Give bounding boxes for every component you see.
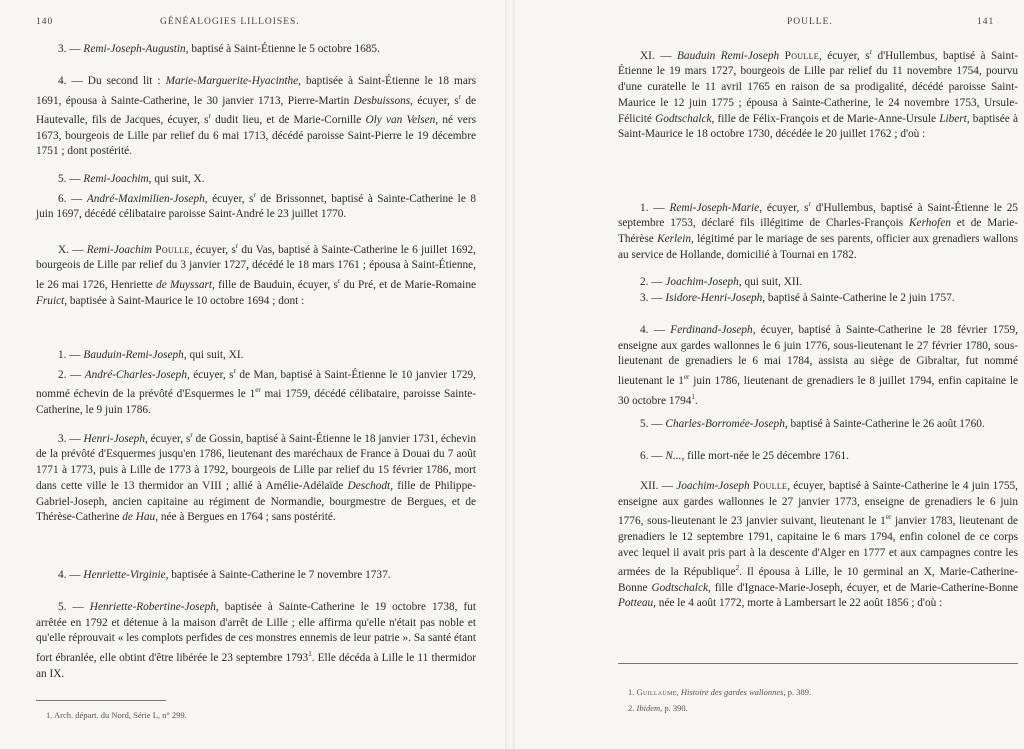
generation-xii: XII. — Joachim-Joseph Poulle, écuyer, baptisé à Sainte-Catherine le 4 juin 1755, enseigne aux gardes wallonnes le 27 janvier 1773, enseigne de grenadiers le 6 juin 1776, sous-lieutenant le 23 janvier suivant, lieutenant le 1er janvier 1783, lieutenant de grenadiers le 12 septembre 1791, capitaine le 6 mars 1794, enfin colonel de ce corps avec lequel il avait pris part à la descente d'Alger en 1777 et aux campagnes contre les armées de la République$^2$. Il épousa à Lille, le 10 germinal an X, Marie-Catherine-Bonne Godtschalck, fille d'Ignace-Marie-Joseph, écuyer, et de Marie-Catherine-Bonne Potteau, née le 4 août 1772, morte à Lambersart le 22 août 1856 ; d'où :: [618, 480, 1019, 610]
generation-x: X. — Remi-Joachim Poulle, écuyer, $s^r$ du Vas, baptisé à Sainte-Catherine le 6 juillet 1692, bourgeois de Lille par relief du 3 janvier 1727, décédé le 18 mars 1761 ; épousa à Saint-Étienne, le 26 mai 1726, Henriette de Muyssart, fille de Bauduin, écuyer, $s^r$ du Pré, et de Marie-Romaine Fruict, baptisée à Saint-Maurice le 10 octobre 1694 ; dont :: [36, 242, 477, 307]
book-gutter: [505, 0, 515, 749]
running-head: POULLE.: [787, 17, 833, 27]
child-1: 1. — Remi-Joseph-Marie, écuyer, $s^r$ d'Hullembus, baptisé à Saint-Étienne le 25 septembre 1753, déclaré fils illégitime de Charles-François Kerhofen et de Marie-Thérèse Kerlein, légitimé par le mariage de ses parents, officier aux grenadiers wallons au service de Hollande, domicilié à Tournai en 1782.: [618, 200, 1019, 261]
child-2: 2. — André-Charles-Joseph, écuyer, $s^r$ de Man, baptisé à Saint-Étienne le 10 janvier 1729, nommé échevin de la prévôté d'Esquermes le 1er mai 1759, décédé célibataire, paroisse Sainte-Catherine, le 9 juin 1786.: [36, 367, 476, 416]
child-4: 4. — Ferdinand-Joseph, écuyer, baptisé à Sainte-Catherine le 28 février 1759, enseigne aux gardes wallonnes le 6 juin 1776, sous-lieutenant le 27 février 1780, sous-lieutenant de grenadiers le 6 mai 1784, assista au siège de Gibraltar, fut nommé lieutenant le 1er juin 1786, lieutenant de grenadiers le 8 juillet 1794, enfin capitaine le 30 octobre 1794$^1$.: [618, 324, 1018, 407]
entry-5: 5. — Remi-Joachim, qui suit, X.: [58, 173, 205, 185]
footnote-rule: [36, 700, 166, 701]
child-2: 2. — Joachim-Joseph, qui suit, XII.: [640, 276, 803, 288]
left-page: [0, 0, 505, 749]
page-number: 140: [36, 17, 54, 27]
generation-xi: XI. — Bauduin Remi-Joseph Poulle, écuyer, $s^r$ d'Hullembus, baptisé à Saint-Étienne le 19 mars 1727, bourgeois de Lille par relief du 11 novembre 1754, pourvu d'une curatelle le 11 avril 1765 en raison de sa prodigalité, décédé paroisse Saint-Maurice le 12 juin 1775 ; épousa à Sainte-Catherine, le 24 novembre 1753, Ursule-Félicité Godtschalck, fille de Félix-François et de Marie-Anne-Ursule Libert, baptisée à Saint-Maurice le 18 octobre 1730, décédée le 20 juillet 1762 ; d'où :: [618, 48, 1018, 141]
running-head: GÉNÉALOGIES LILLOISES.: [160, 17, 300, 27]
right-page: [515, 0, 1024, 749]
entry-6: 6. — André-Maximilien-Joseph, écuyer, $s^r$ de Brissonnet, baptisé à Sainte-Catherine le 8 juin 1697, décédé célibataire paroisse Saint-André le 23 juillet 1770.: [36, 191, 477, 221]
child-1: 1. — Bauduin-Remi-Joseph, qui suit, XI.: [58, 349, 244, 361]
child-5: 5. — Charles-Borromée-Joseph, baptisé à Sainte-Catherine le 26 août 1760.: [640, 418, 985, 430]
child-4: 4. — Henriette-Virginie, baptisée à Sainte-Catherine le 7 novembre 1737.: [58, 569, 391, 581]
entry-3: 3. — Remi-Joseph-Augustin, baptisé à Saint-Étienne le 5 octobre 1685.: [58, 43, 380, 55]
entry-4: 4. — Du second lit : Marie-Marguerite-Hyacinthe, baptisée à Saint-Étienne le 18 mars 1691, épousa à Sainte-Catherine, le 30 janvier 1713, Pierre-Martin Desbuissons, écuyer, $s^r$ de Hautevalle, fils de Jacques, écuyer, $s^r$ dudit lieu, et de Marie-Cornille Oly van Velsen, né vers 1673, bourgeois de Lille par relief du 6 mai 1713, décédé paroisse Saint-Pierre le 19 décembre 1751 ; dont postérité.: [36, 75, 476, 158]
footnote-1: 1. Guillaume, Histoire des gardes wallonnes, p. 389.: [628, 687, 812, 697]
footnote-1: 1. Arch. départ. du Nord, Série L, n° 299.: [46, 710, 187, 720]
footnote-rule: [618, 663, 1018, 664]
child-3: 3. — Isidore-Henri-Joseph, baptisé à Sainte-Catherine le 2 juin 1757.: [640, 292, 955, 304]
page-number: 141: [977, 17, 995, 27]
footnote-2: 2. Ibidem, p. 390.: [628, 703, 688, 713]
child-5: 5. — Henriette-Robertine-Joseph, baptisée à Sainte-Catherine le 19 octobre 1738, fut arrêtée en 1792 et détenue à la maison d'arrêt de Lille ; elle affirma qu'elle n'était pas noble et qu'elle réprouvait « les complots perfides de ces monstres ennemis de leur patrie ». Sa santé étant fort ébranlée, elle obtint d'être libérée le 23 septembre 1793$^1$. Elle décéda à Lille le 11 thermidor an IX.: [36, 601, 476, 680]
child-3: 3. — Henri-Joseph, écuyer, $s^r$ de Gossin, baptisé à Saint-Étienne le 18 janvier 1731, échevin de la prévôté d'Esquermes jusqu'en 1786, lieutenant des maréchaux de France à Douai du 7 août 1771 à 1773, puis à Lille de 1773 à 1792, bourgeois de Lille par relief du 15 février 1786, mort dans cette ville le 13 thermidor an VIII ; allié à Amélie-Adélaïde Deschodt, fille de Philippe-Gabriel-Joseph, ancien capitaine au régiment de Normandie, bourgmestre de Bergues, et de Thérèse-Catherine de Hau, née à Bergues en 1764 ; sans postérité.: [36, 431, 476, 524]
child-6: 6. — N..., fille mort-née le 25 décembre 1761.: [640, 450, 849, 462]
